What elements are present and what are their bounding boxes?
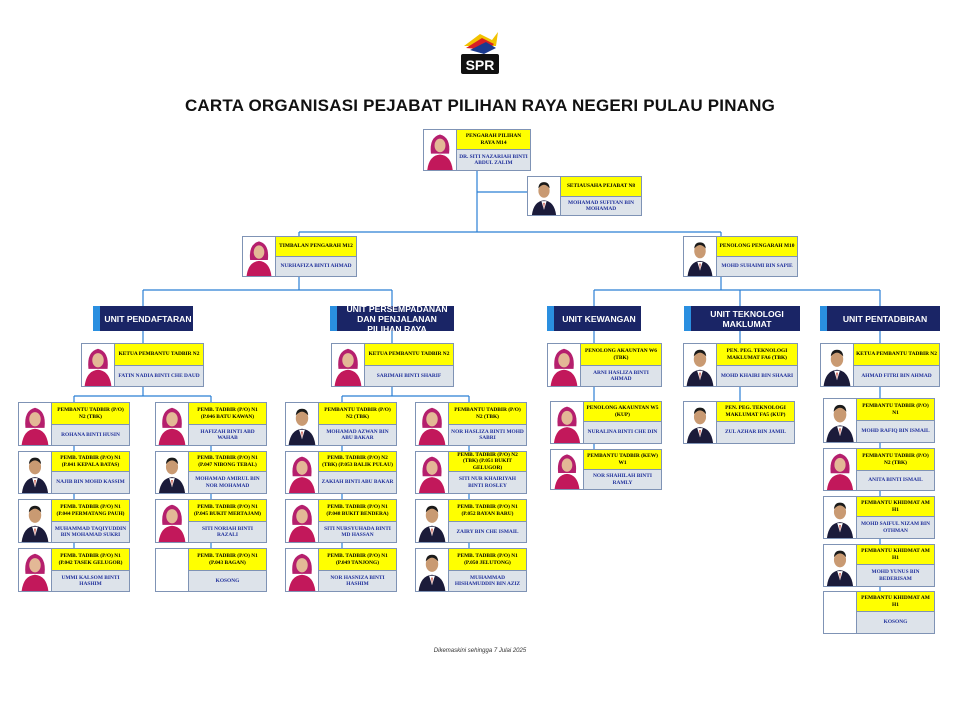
person-card (823, 496, 935, 539)
person-name: MOHD SAIFUL NIZAM BIN OTHMAN (860, 521, 931, 534)
position-title: PEMB. TADBIR (P/O) N2 (TBK) (P.053 BALIK PULAU) (319, 452, 396, 472)
person-card (550, 449, 662, 490)
person-photo-icon (19, 549, 52, 591)
position-title: PEMB. TADBIR (P/O) N1 (P.049 TANJONG) (319, 549, 396, 571)
person-card (415, 548, 527, 592)
person-photo-icon (156, 403, 189, 445)
person-name: SITI NORIAH BINTI RAZALI (202, 525, 253, 538)
person-photo-icon (286, 452, 319, 493)
vacant-photo-placeholder (156, 549, 189, 591)
vacant-photo-placeholder (824, 592, 857, 633)
person-photo-icon (684, 237, 717, 276)
person-name: HAFIZAH BINTI ABD WAHAB (200, 428, 255, 441)
position-title: PENOLONG PENGARAH M10 (717, 237, 797, 257)
person-photo-icon (286, 500, 319, 542)
person-photo-icon (19, 452, 52, 493)
spr-logo (458, 28, 502, 78)
person-card (155, 402, 267, 446)
person-photo-icon (548, 344, 581, 386)
person-name: NURHAFIZA BINTI AHMAD (280, 263, 352, 270)
person-card (683, 401, 795, 444)
person-name: MOHAMAD SUFIYAN BIN MOHAMAD (568, 199, 634, 212)
person-name: MOHAMAD AMIRUL BIN NOR MOHAMAD (195, 476, 260, 489)
last-updated-note: Dikemaskini sehingga 7 Julai 2025 (433, 648, 527, 654)
person-card (285, 499, 397, 543)
position-title: PENGARAH PILIHAN RAYA M14 (457, 130, 530, 150)
person-name: ZAKIAH BINTI ABU BAKAR (321, 479, 394, 486)
unit-pendaftaran (93, 306, 193, 331)
person-name: FATIN NADIA BINTI CHE DAUD (118, 372, 200, 379)
person-photo-icon (551, 450, 584, 489)
person-name: MOHD KHAIRI BIN SHAARI (720, 372, 794, 379)
person-photo-icon (424, 130, 457, 170)
person-card (820, 343, 940, 387)
person-name: ANITA BINTI ISMAIL (868, 477, 923, 484)
person-photo-icon (824, 497, 857, 538)
person-card (823, 398, 935, 443)
person-photo-icon (821, 344, 854, 386)
position-title: PEN. PEG. TEKNOLOGI MAKLUMAT FA6 (TBK) (717, 344, 797, 366)
position-title: PEMBANTU TADBIR (P/O) N1 (857, 399, 934, 421)
position-title: PEMBANTU TADBIR (P/O) N2 (TBK) (449, 403, 526, 425)
person-name: MOHD RAFIQ BIN ISMAIL (861, 428, 930, 435)
person-photo-icon (332, 344, 365, 386)
position-title: PENOLONG AKAUNTAN W5 (KUP) (584, 402, 661, 422)
position-title: PEMB. TADBIR (P/O) N1 (P.046 BATU KAWAN) (189, 403, 266, 425)
person-photo-icon (684, 344, 717, 386)
person-card (823, 591, 935, 634)
position-title: SETIAUSAHA PEJABAT N8 (561, 177, 641, 197)
person-photo-icon (156, 452, 189, 493)
person-card (823, 544, 935, 587)
person-name: KOSONG (883, 619, 908, 626)
person-photo-icon (243, 237, 276, 276)
person-photo-icon (156, 500, 189, 542)
person-photo-icon (416, 500, 449, 542)
person-card (415, 402, 527, 446)
person-photo-icon (416, 403, 449, 445)
person-name: NOR HASNIZA BINTI HASHIM (330, 574, 385, 587)
person-card (18, 402, 130, 446)
position-title: TIMBALAN PENGARAH M12 (276, 237, 356, 257)
person-card (550, 401, 662, 444)
person-card (527, 176, 642, 216)
person-photo-icon (19, 500, 52, 542)
position-title: PEMBANTU TADBIR (P/O) N2 (TBK) (319, 403, 396, 425)
person-name: UMMI KALSOM BINTI HASHIM (61, 574, 120, 587)
unit-pentadbiran (820, 306, 940, 331)
person-name: MOHAMAD AZWAN BIN ABU BAKAR (326, 428, 389, 441)
person-name: MOHD YUNUS BIN BEDERISAM (871, 569, 920, 582)
position-title: PEMB. TADBIR (P/O) N1 (P.043 BAGAN) (189, 549, 266, 571)
position-title: PEMBANTU KHIDMAT AM H1 (857, 497, 934, 517)
person-photo-icon (416, 452, 449, 493)
person-photo-icon (684, 402, 717, 443)
person-name: NOR SHAHILAH BINTI RAMLY (592, 473, 652, 486)
person-card (683, 343, 798, 387)
page-title: CARTA ORGANISASI PEJABAT PILIHAN RAYA NEGERI PULAU PINANG (184, 96, 776, 115)
person-card (18, 548, 130, 592)
position-title: PEMB. TADBIR (P/O) N1 (P.042 TASEK GELUGOR) (52, 549, 129, 571)
person-card (415, 451, 527, 494)
position-title: PEMB. TADBIR (P/O) N1 (P.044 PERMATANG PAUH) (52, 500, 129, 522)
person-name: MOHD SUHAIMI BIN SAPIE (721, 263, 793, 270)
person-card (547, 343, 662, 387)
person-card (81, 343, 204, 387)
position-title: PEN. PEG. TEKNOLOGI MAKLUMAT FA5 (KUP) (717, 402, 794, 422)
position-title: PEMBANTU TADBIR (KEW) W1 (584, 450, 661, 470)
person-name: NURALINA BINTI CHE DIN (587, 429, 658, 436)
person-name: NAJIB BIN MOHD KASSIM (56, 479, 125, 486)
unit-kewangan (547, 306, 641, 331)
person-name: DR. SITI NAZARIAH BINTI ABDUL ZALIM (459, 153, 528, 166)
position-title: PEMB. TADBIR (P/O) N1 (P.050 JELUTONG) (449, 549, 526, 571)
position-title: PEMBANTU TADBIR (P/O) N2 (TBK) (52, 403, 129, 425)
person-photo-icon (286, 549, 319, 591)
person-card (823, 448, 935, 491)
person-name: NOR HASLIZA BINTI MOHD SABRI (451, 428, 524, 441)
position-title: PEMBANTU TADBIR (P/O) N2 (TBK) (857, 449, 934, 471)
person-photo-icon (528, 177, 561, 215)
person-name: ZUL AZHAR BIN JAMIL (725, 429, 786, 436)
person-name: MUHAMMAD HISHAMUDDIN BIN AZIZ (454, 574, 521, 587)
person-card (285, 548, 397, 592)
person-card (285, 451, 397, 494)
person-photo-icon (416, 549, 449, 591)
person-card (18, 499, 130, 543)
person-name: SARIMAH BINTI SHARIF (376, 372, 442, 379)
person-photo-icon (82, 344, 115, 386)
person-photo-icon (824, 449, 857, 490)
person-name: ARNI HASLIZA BINTI AHMAD (593, 369, 649, 382)
unit-label: UNIT TEKNOLOGI MAKLUMAT (710, 308, 784, 329)
unit-label: UNIT KEWANGAN (562, 313, 636, 324)
person-name: ZAIRY BIN CHE ISMAIL (456, 528, 519, 535)
person-photo-icon (286, 403, 319, 445)
person-photo-icon (824, 545, 857, 586)
person-name: MUHAMMAD TAQIYUDDIN BIN MOHAMAD SUKRI (54, 525, 127, 538)
position-title: PEMB. TADBIR (P/O) N1 (P.047 NIBONG TEBAL) (189, 452, 266, 472)
person-photo-icon (824, 399, 857, 442)
position-title: KETUA PEMBANTU TADBIR N2 (854, 344, 939, 366)
person-card (423, 129, 531, 171)
unit-label: UNIT PENTADBIRAN (842, 313, 928, 324)
person-card (331, 343, 454, 387)
unit-persempadanan (330, 303, 454, 334)
person-card (285, 402, 397, 446)
unit-label: UNIT PENDAFTARAN (104, 313, 192, 324)
position-title: PEMB. TADBIR (P/O) N1 (P.052 BAYAN BARU) (449, 500, 526, 522)
spr-logo-text: SPR (465, 57, 495, 73)
person-card (18, 451, 130, 494)
unit-label: UNIT PERSEMPADANAN DAN PENJALANAN PILIHAN RAYA (346, 303, 448, 334)
position-title: KETUA PEMBANTU TADBIR N2 (365, 344, 453, 366)
position-title: PEMBANTU KHIDMAT AM H1 (857, 592, 934, 612)
person-name: SITI NUR KHAIRIYAH BINTI ROSLEY (458, 476, 516, 489)
person-name: KOSONG (215, 577, 240, 584)
position-title: PEMBANTU KHIDMAT AM H1 (857, 545, 934, 565)
person-card (242, 236, 357, 277)
position-title: PENOLONG AKAUNTAN W6 (TBK) (581, 344, 661, 366)
person-card (155, 451, 267, 494)
person-card (155, 548, 267, 592)
person-card (415, 499, 527, 543)
person-card (683, 236, 798, 277)
position-title: PEMB. TADBIR (P/O) N1 (P.045 BUKIT MERTAJAM) (189, 500, 266, 522)
person-name: SITI NURSYUHADA BINTI MD HASSAN (324, 525, 391, 538)
person-photo-icon (19, 403, 52, 445)
position-title: PEMB. TADBIR (P/O) N2 (TBK) (P.051 BUKIT GELUGOR) (449, 452, 526, 472)
person-name: AHMAD FITRI BIN AHMAD (861, 372, 932, 379)
person-photo-icon (551, 402, 584, 443)
unit-teknologi-maklumat (684, 306, 800, 331)
person-card (155, 499, 267, 543)
position-title: KETUA PEMBANTU TADBIR N2 (115, 344, 203, 366)
position-title: PEMB. TADBIR (P/O) N1 (P.041 KEPALA BATAS) (52, 452, 129, 472)
person-name: ROHANA BINTI HUSIN (61, 431, 120, 438)
position-title: PEMB. TADBIR (P/O) N1 (P.048 BUKIT BENDERA) (319, 500, 396, 522)
